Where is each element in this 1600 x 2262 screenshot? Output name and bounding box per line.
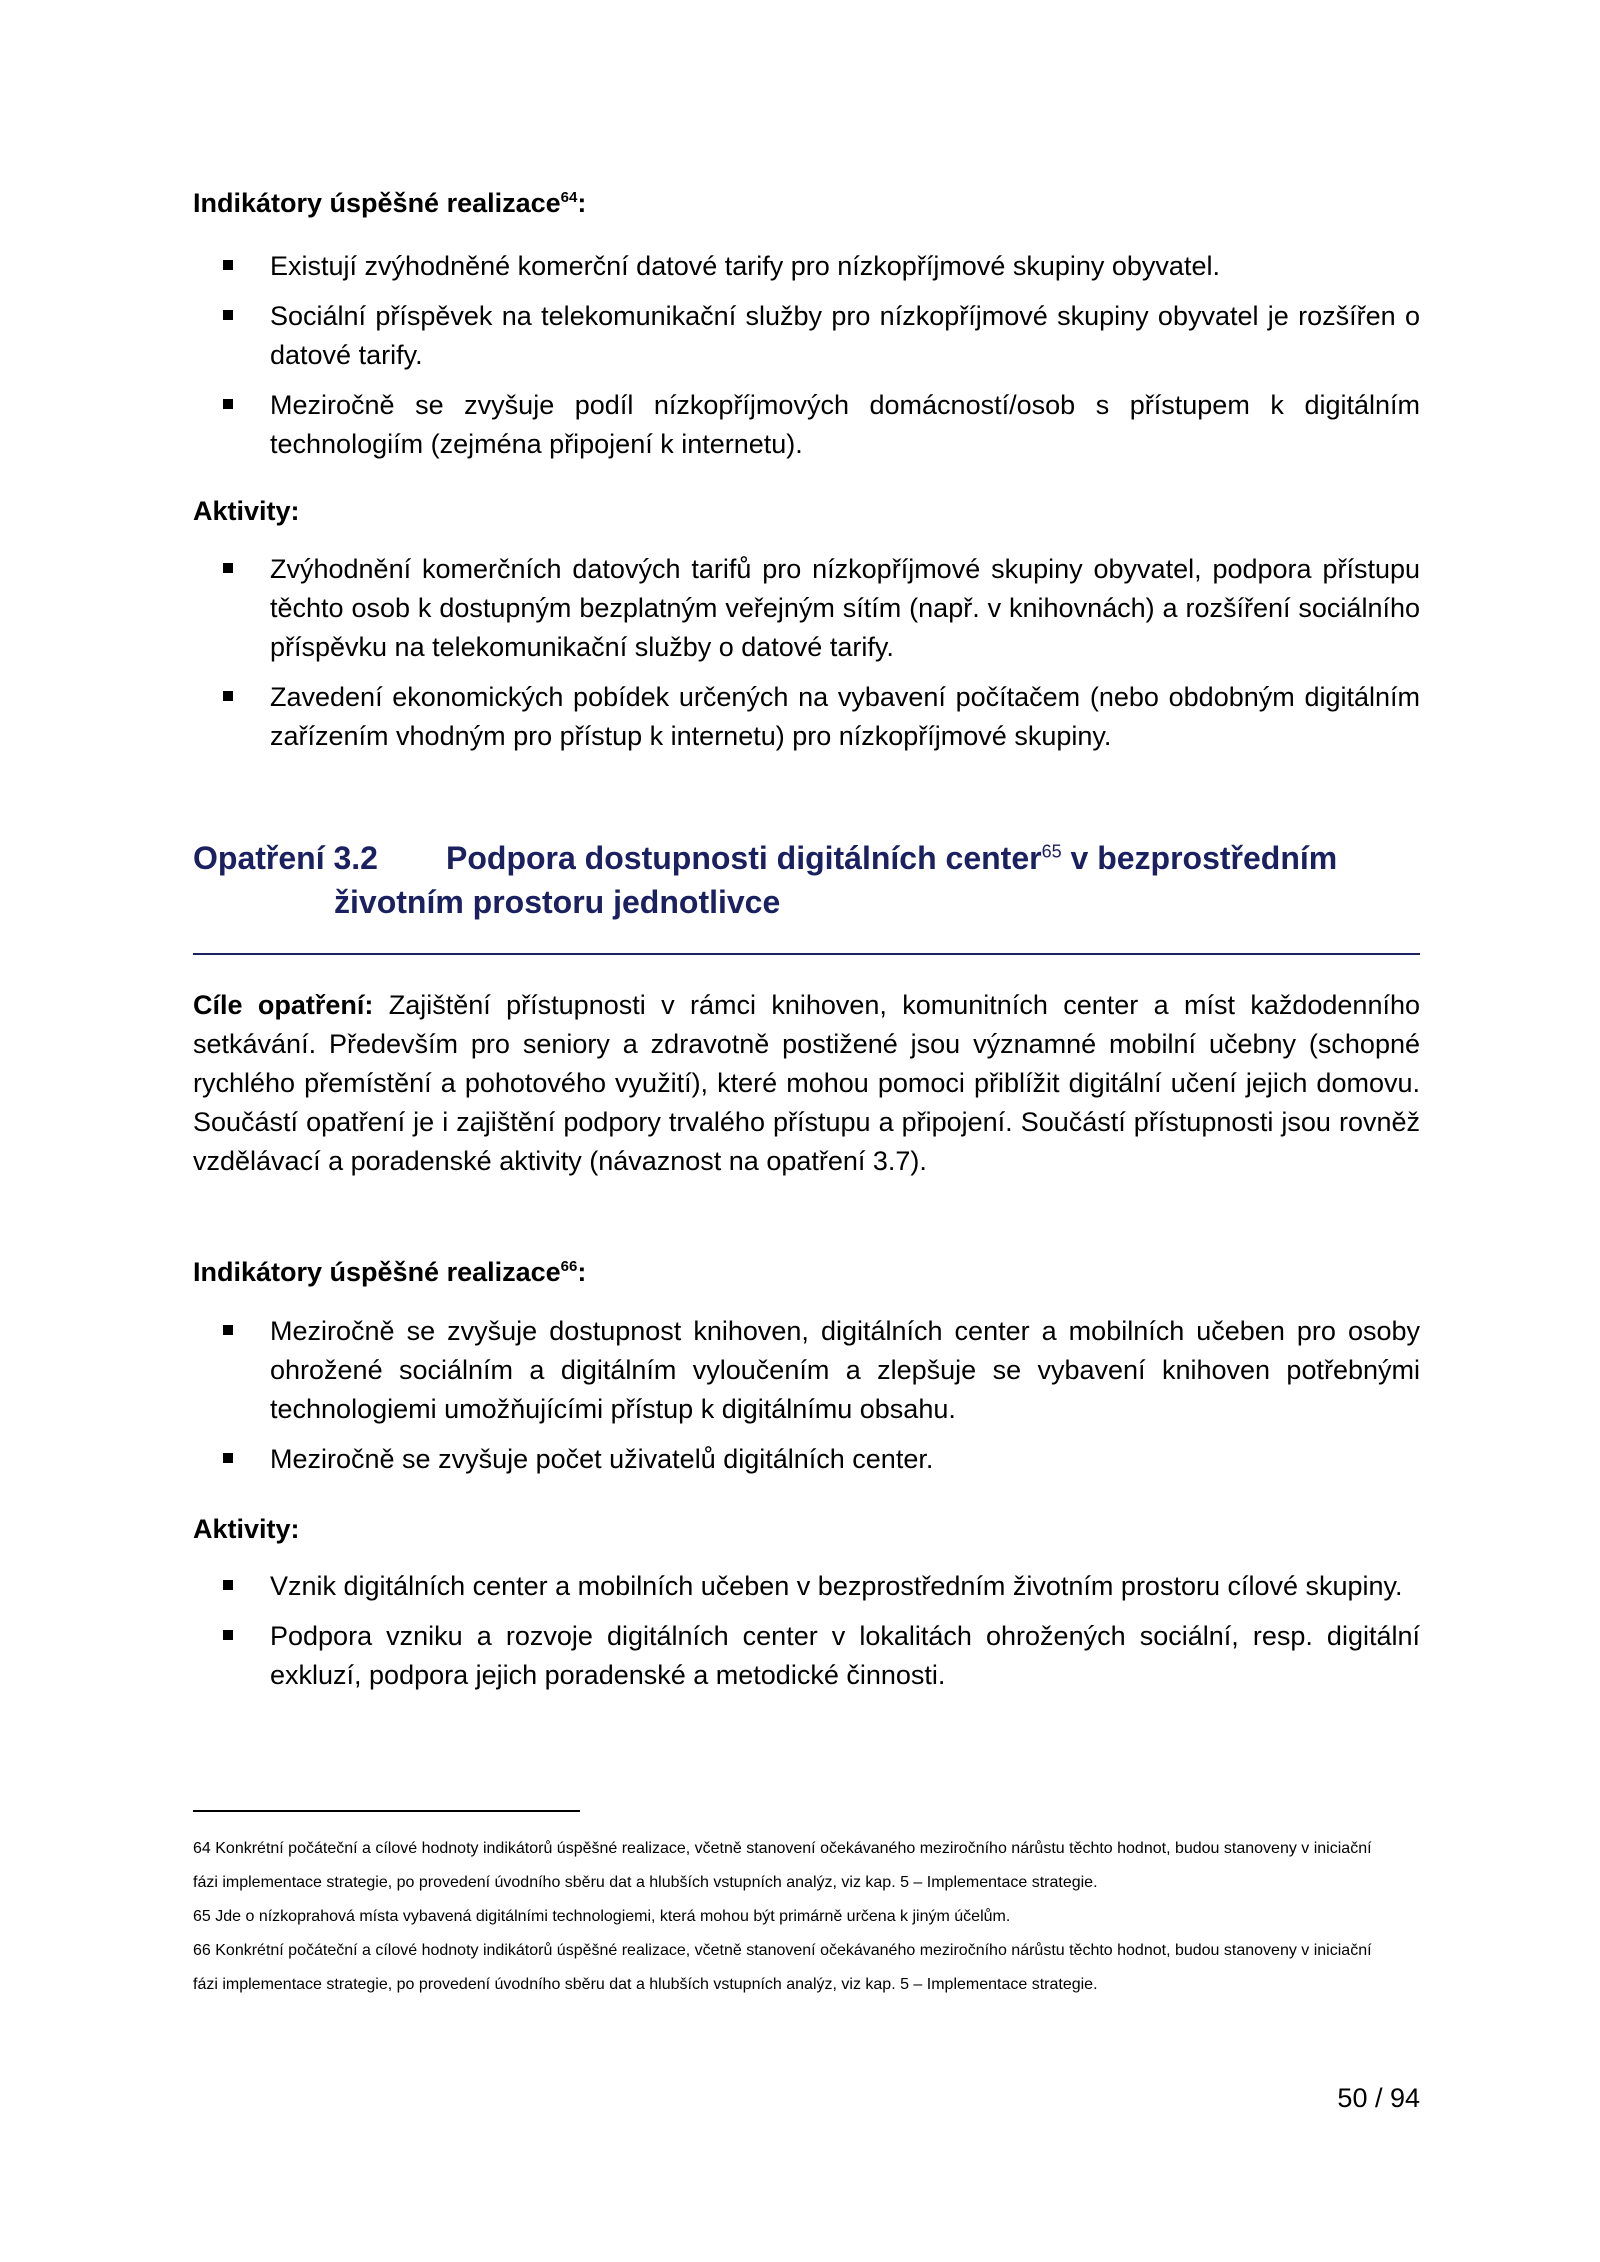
list-item: Meziročně se zvyšuje počet uživatelů digitálních center. <box>193 1440 1420 1479</box>
bullet-icon <box>223 691 233 701</box>
footnote-ref-65[interactable]: 65 <box>1041 841 1062 862</box>
footnote-separator <box>193 1810 580 1812</box>
goals-paragraph: Cíle opatření: Zajištění přístupnosti v rámci knihoven, komunitních center a míst každodenního setkávání. Především pro seniory a zdravotně postižené jsou významné mobilní učebny (schopné rychlého přemístění a pohotového využití), které mohou pomoci přiblížit digitální učení jejich domovu. Součástí opatření je i zajištění podpory trvalého přístupu a připojení. Součástí přístupnosti jsou rovněž vzdělávací a poradenské aktivity (návaznost na opatření 3.7). <box>193 990 1420 1176</box>
bullet-icon <box>223 1580 233 1590</box>
bullet-icon <box>223 1325 233 1335</box>
list-item: Sociální příspěvek na telekomunikační služby pro nízkopříjmové skupiny obyvatel je rozšířen o datové tarify. <box>193 297 1420 375</box>
list-item: Vznik digitálních center a mobilních učeben v bezprostředním životním prostoru cílové skupiny. <box>193 1567 1420 1606</box>
section-divider <box>193 953 1420 955</box>
activities-heading-1: Aktivity: <box>193 496 300 526</box>
bullet-icon <box>223 260 233 270</box>
footnote-64: 64 Konkrétní počáteční a cílové hodnoty indikátorů úspěšné realizace, včetně stanovení očekávaného meziročního nárůstu těchto hodnot, budou stanoveny v iniciační fázi implementace strategie, po provedení úvodního sběru dat a hlubších vstupních analýz, viz kap. 5 – Implementace strategie. <box>193 1840 1372 1891</box>
bullet-icon <box>223 1630 233 1640</box>
footnote-ref-64[interactable]: 64 <box>560 189 578 206</box>
footnote-ref-66[interactable]: 66 <box>560 1258 578 1275</box>
bullet-icon <box>223 399 233 409</box>
bullet-icon <box>223 563 233 573</box>
activities-list-1 <box>193 550 1420 767</box>
footnotes <box>193 1832 1378 2002</box>
indicators-heading-1: Indikátory úspěšné realizace$^{64}$: <box>193 188 587 218</box>
bullet-icon <box>223 1453 233 1463</box>
indicators-heading-2: Indikátory úspěšné realizace$^{66}$: <box>193 1257 587 1287</box>
list-item: Meziročně se zvyšuje dostupnost knihoven, digitálních center a mobilních učeben pro osoby ohrožené sociálním a digitálním vyloučením a zlepšuje se vybavení knihoven potřebnými technologiemi umožňujícími přístup k digitálnímu obsahu. <box>193 1312 1420 1429</box>
indicators-list-1 <box>193 247 1420 475</box>
activities-list-2 <box>193 1567 1420 1706</box>
list-item: Meziročně se zvyšuje podíl nízkopříjmových domácností/osob s přístupem k digitálním technologiím (zejména připojení k internetu). <box>193 386 1420 464</box>
indicators-list-2 <box>193 1312 1420 1490</box>
footnote-65: 65 Jde o nízkoprahová místa vybavená digitálními technologiemi, která mohou být primárně určena k jiným účelům. <box>193 1908 1011 1925</box>
bullet-icon <box>223 310 233 320</box>
footnote-66: 66 Konkrétní počáteční a cílové hodnoty indikátorů úspěšné realizace, včetně stanovení očekávaného meziročního nárůstu těchto hodnot, budou stanoveny v iniciační fázi implementace strategie, po provedení úvodního sběru dat a hlubších vstupních analýz, viz kap. 5 – Implementace strategie. <box>193 1942 1372 1993</box>
list-item: Zavedení ekonomických pobídek určených na vybavení počítačem (nebo obdobným digitálním zařízením vhodným pro přístup k internetu) pro nízkopříjmové skupiny. <box>193 678 1420 756</box>
goals-label: Cíle opatření: <box>193 990 374 1020</box>
measure-heading <box>193 836 1420 924</box>
measure-title: Podpora dostupnosti digitálních center$^{65}$ v bezprostředním životním prostoru jednotlivce <box>334 840 1338 920</box>
list-item: Podpora vzniku a rozvoje digitálních center v lokalitách ohrožených sociální, resp. digitální exkluzí, podpora jejich poradenské a metodické činnosti. <box>193 1617 1420 1695</box>
measure-number: Opatření 3.2 <box>193 840 378 876</box>
page-number: 50 / 94 <box>1337 2083 1420 2113</box>
activities-heading-2: Aktivity: <box>193 1514 300 1544</box>
list-item: Existují zvýhodněné komerční datové tarify pro nízkopříjmové skupiny obyvatel. <box>193 247 1420 286</box>
list-item: Zvýhodnění komerčních datových tarifů pro nízkopříjmové skupiny obyvatel, podpora přístupu těchto osob k dostupným bezplatným veřejným sítím (např. v knihovnách) a rozšíření sociálního příspěvku na telekomunikační služby o datové tarify. <box>193 550 1420 667</box>
